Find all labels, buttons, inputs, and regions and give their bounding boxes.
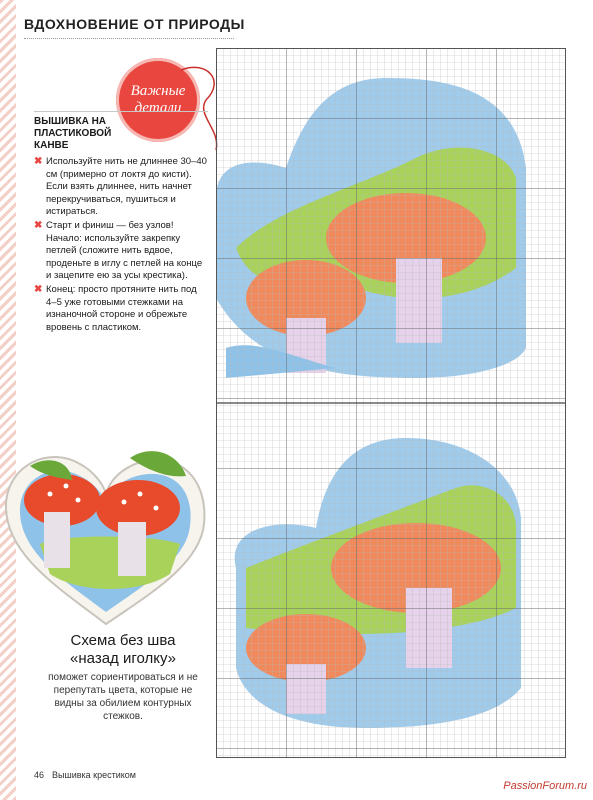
caption-title-line-1: Схема без шва — [70, 632, 176, 649]
cross-icon: ✖ — [34, 219, 43, 231]
tip-text: Используйте нить не длиннее 30–40 см (примерно от локтя до кисти). Если взять длиннее, нить начнет перекручиваться, пушиться и истираться. — [46, 156, 207, 218]
tips-title-line-2: ПЛАСТИКОВОЙ — [34, 128, 112, 139]
section-header: ВДОХНОВЕНИЕ ОТ ПРИРОДЫ — [24, 16, 245, 32]
cross-icon: ✖ — [34, 283, 43, 295]
header-rule — [24, 38, 234, 39]
tips-title-line-3: КАНВЕ — [34, 140, 69, 151]
caption-title-line-2: «назад иголку» — [70, 650, 176, 667]
tip-item — [34, 284, 208, 334]
tip-text: Конец: просто протяните нить под 4–5 уже готовыми стежками на изнаночной стороне и обрежьте вровень с пластиком. — [46, 283, 197, 333]
page-edge-decoration — [0, 0, 16, 800]
caption-title — [38, 632, 208, 668]
tips-panel — [34, 111, 208, 392]
tip-item — [34, 220, 208, 283]
tip-text: Старт и финиш — без узлов! Начало: используйте закрепку петлей (сложите нить вдвое, проденьте в иглу с петлей на конце и зацепите ею за усы крестика). — [46, 219, 203, 282]
tips-title — [34, 116, 208, 152]
embroidered-heart-photo — [0, 424, 212, 636]
page-number: 46 — [34, 770, 45, 780]
badge-line-1: Важные — [130, 83, 186, 99]
cross-stitch-chart — [216, 48, 566, 758]
badge-line-2: детали — [134, 100, 182, 116]
magazine-title: Вышивка крестиком — [52, 770, 136, 780]
caption-text: поможет сориентироваться и не перепутать цвета, которые не видны за обилием контурных стежков. — [48, 672, 198, 722]
watermark: PassionForum.ru — [503, 780, 587, 792]
cross-icon: ✖ — [34, 156, 43, 167]
page-footer — [34, 770, 136, 780]
tips-title-line-1: ВЫШИВКА НА — [34, 116, 107, 127]
caption-block — [38, 632, 208, 723]
tip-item — [34, 156, 208, 219]
